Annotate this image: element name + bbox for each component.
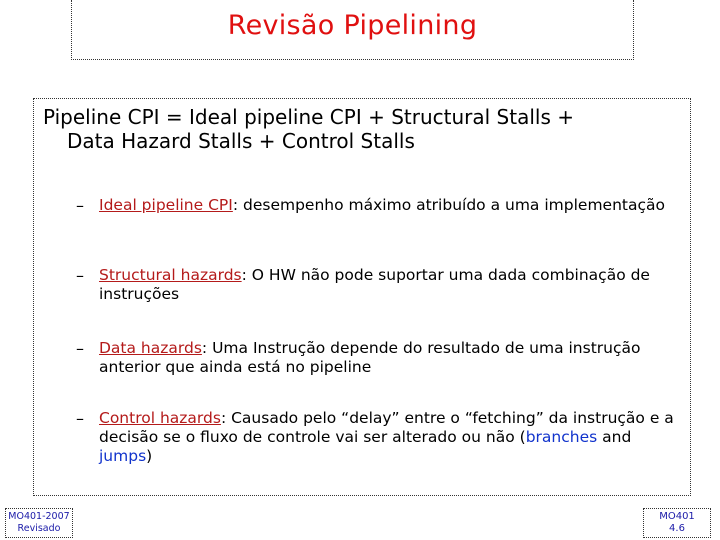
bullet-item-data-hazards	[76, 339, 676, 377]
bullet-text: desempenho máximo atribuído a uma implementação	[238, 196, 665, 214]
keyword-jumps: jumps	[99, 447, 147, 465]
term-separator: :	[232, 196, 239, 214]
footer-course-box	[5, 508, 73, 538]
bullet-text: Uma Instrução depende do resultado de uma instrução anterior que ainda está no pipeline	[99, 339, 641, 376]
dash-bullet: –	[76, 196, 84, 215]
term-separator: :	[201, 339, 208, 357]
dash-bullet: –	[76, 266, 84, 285]
bullet-body	[76, 196, 676, 215]
bullet-body	[76, 339, 676, 377]
dash-bullet: –	[76, 339, 84, 358]
bullet-body	[76, 266, 676, 304]
bullet-item-structural-hazards	[76, 266, 676, 304]
lead-formula-line-1: Pipeline CPI = Ideal pipeline CPI + Structural Stalls +	[43, 105, 574, 129]
footer-revision-label: Revisado	[17, 523, 61, 534]
keyword-branches: branches	[525, 428, 598, 446]
dash-bullet: –	[76, 409, 84, 428]
slide-title-box	[71, 0, 634, 60]
closing-paren: )	[146, 447, 153, 465]
term-structural-hazards: Structural hazards	[99, 266, 242, 284]
lead-formula-line-2: Data Hazard Stalls + Control Stalls	[67, 129, 415, 153]
keyword-and: and	[597, 428, 632, 446]
footer-slide-number: 4.6	[669, 523, 685, 534]
term-ideal-pipeline-cpi: Ideal pipeline CPI	[99, 196, 233, 214]
bullet-text: Causado pelo “delay” entre o “fetching” da instrução e a decisão se o fluxo de controle vai ser alterado ou não (	[99, 409, 674, 446]
bullet-text: O HW não pode suportar uma dada combinação de instruções	[99, 266, 650, 303]
bullet-item-control-hazards	[76, 409, 676, 466]
bullet-item-ideal-pipeline-cpi	[76, 196, 676, 215]
content-box	[33, 98, 691, 496]
term-control-hazards: Control hazards	[99, 409, 221, 427]
bullet-body	[76, 409, 676, 466]
footer-slide-number-box	[643, 508, 711, 538]
term-data-hazards: Data hazards	[99, 339, 202, 357]
footer-course-name: MO401	[659, 511, 695, 522]
slide-title: Revisão Pipelining	[227, 10, 478, 41]
term-separator: :	[241, 266, 247, 284]
footer-course-code: MO401-2007	[8, 511, 70, 522]
term-separator: :	[220, 409, 227, 427]
lead-formula	[43, 105, 688, 153]
